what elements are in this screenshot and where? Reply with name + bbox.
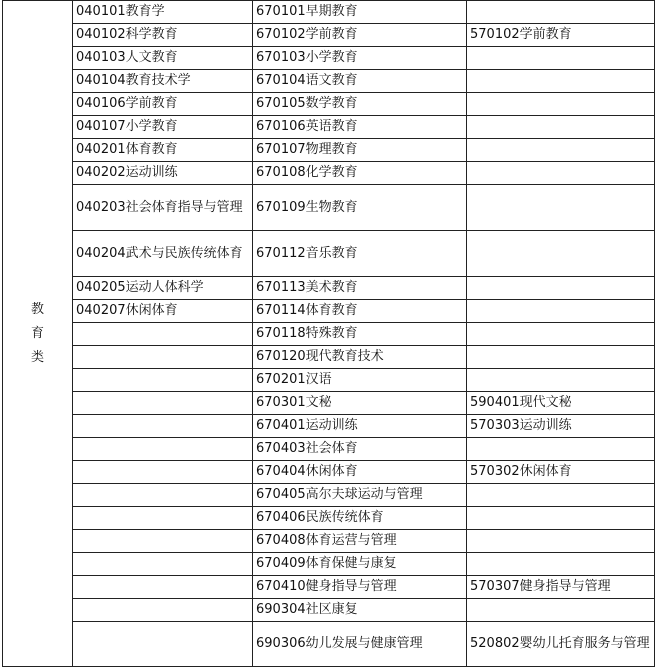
table-row bbox=[3, 70, 655, 93]
vocational-major-cell: 670401运动训练 bbox=[253, 415, 467, 438]
vocational-bachelor-cell bbox=[467, 185, 655, 231]
table-row bbox=[3, 461, 655, 484]
vocational-major-cell: 690306幼儿发展与健康管理 bbox=[253, 622, 467, 667]
undergrad-major-cell bbox=[73, 415, 253, 438]
table-row bbox=[3, 369, 655, 392]
vocational-bachelor-cell: 570302休闲体育 bbox=[467, 461, 655, 484]
vocational-bachelor-cell: 520802婴幼儿托育服务与管理 bbox=[467, 622, 655, 667]
vocational-bachelor-cell bbox=[467, 116, 655, 139]
undergrad-major-cell bbox=[73, 622, 253, 667]
vocational-bachelor-cell bbox=[467, 346, 655, 369]
vocational-major-cell: 670406民族传统体育 bbox=[253, 507, 467, 530]
category-char: 育 bbox=[30, 325, 44, 341]
vocational-bachelor-cell bbox=[467, 47, 655, 70]
table-row bbox=[3, 231, 655, 277]
table-row bbox=[3, 507, 655, 530]
table-row bbox=[3, 484, 655, 507]
table-row bbox=[3, 47, 655, 70]
table-row bbox=[3, 346, 655, 369]
table-row bbox=[3, 530, 655, 553]
undergrad-major-cell bbox=[73, 599, 253, 622]
table-row bbox=[3, 116, 655, 139]
undergrad-major-cell bbox=[73, 484, 253, 507]
undergrad-major-cell: 040103人文教育 bbox=[73, 47, 253, 70]
undergrad-major-cell: 040101教育学 bbox=[73, 1, 253, 24]
vocational-bachelor-cell bbox=[467, 530, 655, 553]
vocational-major-cell: 670102学前教育 bbox=[253, 24, 467, 47]
vocational-major-cell: 670403社会体育 bbox=[253, 438, 467, 461]
vocational-bachelor-cell bbox=[467, 277, 655, 300]
vocational-major-cell: 670113美术教育 bbox=[253, 277, 467, 300]
vocational-bachelor-cell: 590401现代文秘 bbox=[467, 392, 655, 415]
table-row bbox=[3, 277, 655, 300]
undergrad-major-cell bbox=[73, 438, 253, 461]
vocational-bachelor-cell bbox=[467, 599, 655, 622]
vocational-major-cell: 670405高尔夫球运动与管理 bbox=[253, 484, 467, 507]
table-row bbox=[3, 599, 655, 622]
table-row bbox=[3, 24, 655, 47]
vocational-major-cell: 670409体育保健与康复 bbox=[253, 553, 467, 576]
vocational-bachelor-cell bbox=[467, 231, 655, 277]
undergrad-major-cell bbox=[73, 553, 253, 576]
undergrad-major-cell: 040107小学教育 bbox=[73, 116, 253, 139]
vocational-major-cell: 670101早期教育 bbox=[253, 1, 467, 24]
category-char: 类 bbox=[30, 349, 44, 365]
vocational-major-cell: 670103小学教育 bbox=[253, 47, 467, 70]
vocational-bachelor-cell bbox=[467, 1, 655, 24]
table-row bbox=[3, 323, 655, 346]
vocational-major-cell: 670106英语教育 bbox=[253, 116, 467, 139]
vocational-bachelor-cell bbox=[467, 300, 655, 323]
table-row bbox=[3, 93, 655, 116]
vocational-bachelor-cell bbox=[467, 139, 655, 162]
undergrad-major-cell bbox=[73, 323, 253, 346]
vocational-major-cell: 670118特殊教育 bbox=[253, 323, 467, 346]
vocational-major-cell: 670201汉语 bbox=[253, 369, 467, 392]
vocational-bachelor-cell bbox=[467, 323, 655, 346]
undergrad-major-cell bbox=[73, 576, 253, 599]
vocational-major-cell: 670410健身指导与管理 bbox=[253, 576, 467, 599]
undergrad-major-cell: 040106学前教育 bbox=[73, 93, 253, 116]
vocational-bachelor-cell bbox=[467, 162, 655, 185]
vocational-bachelor-cell bbox=[467, 438, 655, 461]
major-table bbox=[2, 0, 655, 667]
vocational-major-cell: 670104语文教育 bbox=[253, 70, 467, 93]
vocational-bachelor-cell bbox=[467, 553, 655, 576]
vocational-major-cell: 670112音乐教育 bbox=[253, 231, 467, 277]
undergrad-major-cell bbox=[73, 507, 253, 530]
vocational-bachelor-cell bbox=[467, 70, 655, 93]
vocational-bachelor-cell bbox=[467, 507, 655, 530]
undergrad-major-cell bbox=[73, 392, 253, 415]
table-row bbox=[3, 185, 655, 231]
vocational-bachelor-cell bbox=[467, 369, 655, 392]
vocational-major-cell: 690304社区康复 bbox=[253, 599, 467, 622]
vocational-major-cell: 670107物理教育 bbox=[253, 139, 467, 162]
table-body bbox=[3, 1, 655, 667]
vocational-major-cell: 670108化学教育 bbox=[253, 162, 467, 185]
category-char: 教 bbox=[30, 301, 44, 317]
table-row bbox=[3, 576, 655, 599]
undergrad-major-cell bbox=[73, 369, 253, 392]
table-row bbox=[3, 1, 655, 24]
undergrad-major-cell bbox=[73, 461, 253, 484]
vocational-bachelor-cell bbox=[467, 93, 655, 116]
undergrad-major-cell: 040203社会体育指导与管理 bbox=[73, 185, 253, 231]
vocational-major-cell: 670408体育运营与管理 bbox=[253, 530, 467, 553]
table-row bbox=[3, 415, 655, 438]
table-row bbox=[3, 553, 655, 576]
table-row bbox=[3, 622, 655, 667]
vocational-major-cell: 670301文秘 bbox=[253, 392, 467, 415]
table-row bbox=[3, 162, 655, 185]
vocational-major-cell: 670114体育教育 bbox=[253, 300, 467, 323]
vocational-bachelor-cell: 570307健身指导与管理 bbox=[467, 576, 655, 599]
vocational-major-cell: 670105数学教育 bbox=[253, 93, 467, 116]
undergrad-major-cell: 040205运动人体科学 bbox=[73, 277, 253, 300]
table-row bbox=[3, 300, 655, 323]
vocational-major-cell: 670109生物教育 bbox=[253, 185, 467, 231]
table-row bbox=[3, 392, 655, 415]
undergrad-major-cell bbox=[73, 530, 253, 553]
undergrad-major-cell: 040207休闲体育 bbox=[73, 300, 253, 323]
undergrad-major-cell: 040202运动训练 bbox=[73, 162, 253, 185]
undergrad-major-cell: 040102科学教育 bbox=[73, 24, 253, 47]
vocational-major-cell: 670120现代教育技术 bbox=[253, 346, 467, 369]
undergrad-major-cell: 040201体育教育 bbox=[73, 139, 253, 162]
vocational-bachelor-cell: 570102学前教育 bbox=[467, 24, 655, 47]
undergrad-major-cell: 040204武术与民族传统体育 bbox=[73, 231, 253, 277]
table-row bbox=[3, 438, 655, 461]
table-row bbox=[3, 139, 655, 162]
vocational-bachelor-cell bbox=[467, 484, 655, 507]
undergrad-major-cell: 040104教育技术学 bbox=[73, 70, 253, 93]
category-cell bbox=[3, 1, 73, 667]
vocational-major-cell: 670404休闲体育 bbox=[253, 461, 467, 484]
vocational-bachelor-cell: 570303运动训练 bbox=[467, 415, 655, 438]
undergrad-major-cell bbox=[73, 346, 253, 369]
